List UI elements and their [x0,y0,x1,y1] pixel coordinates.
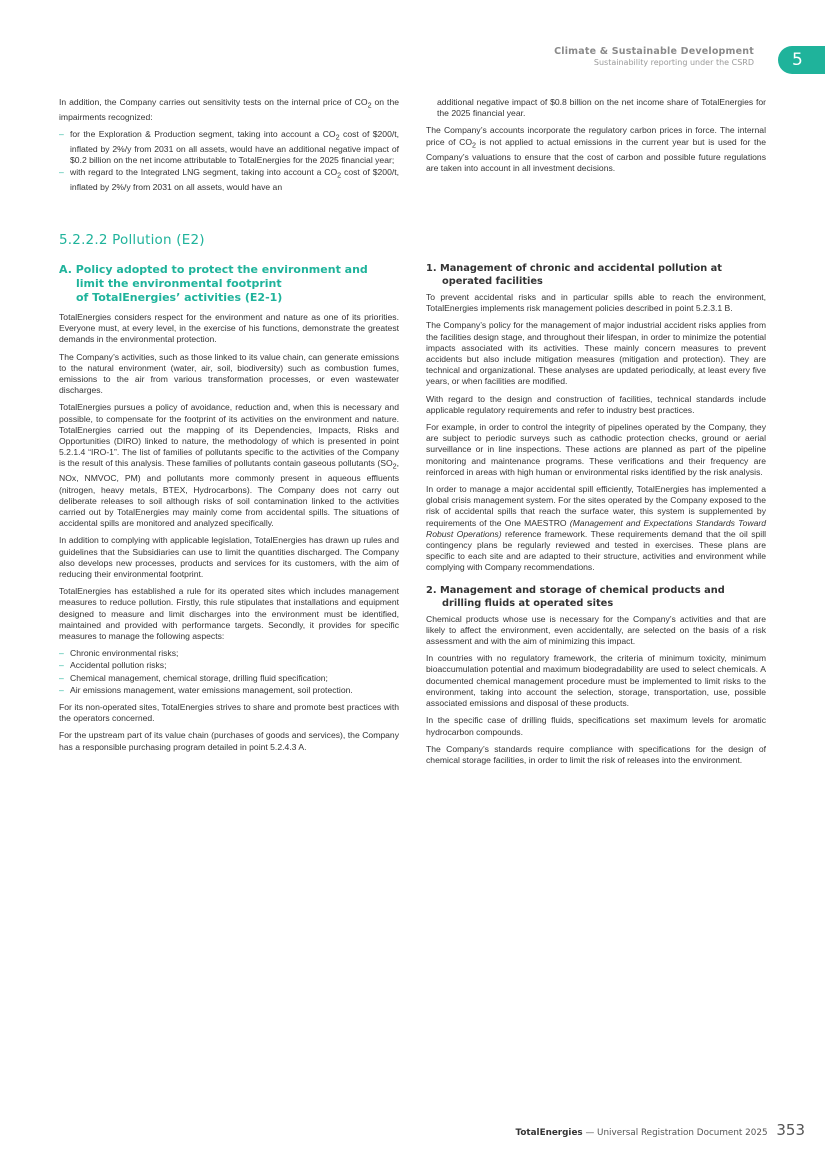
left-column [59,263,399,759]
list-item: – for the Exploration & Production segment, taking into account a $CO_2$ cost of $200/t, inflated by 2%/y from 2031 on all assets, would have an additional negative impact of $0.2 billion on the net income attributable to TotalEnergies for the 2025 financial year; [59,129,399,166]
page-header [554,46,754,67]
chapter-number-tab: 5 [778,46,825,74]
paragraph: With regard to the design and construction of facilities, technical standards include applicable regulatory requirements and refer to industry best practices. [426,393,766,415]
paragraph: In order to manage a major accidental spill efficiently, TotalEnergies has implemented a global crisis management system. For the sites operated by the Company exposed to the risk of accidental spills that reach the surface water, this system is supplemented by requirements of the One MAESTRO (Management and Expectations Standards Toward Robust Operations) reference framework. These requirements demand that the oil spill contingency plans be regularly reviewed and tested in exercises. These plans are specific to each site and are adapted to their structure, activities and environment while complying with Company recommendations. [426,484,767,573]
paragraph: In countries with no regulatory framework, the criteria of minimum toxicity, minimum bioaccumulation potential and maximum biodegradability are used to select chemicals. A documented chemical management procedure must be implemented to limit risks to the environment, taking into account the selection, storage, transportation, use, possible associated emissions and disposal of these products. [426,653,766,709]
paragraph: In addition to complying with applicable legislation, TotalEnergies has drawn up rules and guidelines that the Subsidiaries can use to limit the quantities discharged. The Company also develops new processes, products and services for its customers, with the aim of reducing their environmental footprint. [59,535,399,579]
list-item: – Air emissions management, water emissions management, soil protection. [59,685,399,696]
paragraph: For its non-operated sites, TotalEnergies strives to share and promote best practices with the operators concerned. [59,702,399,724]
paragraph: TotalEnergies considers respect for the environment and nature as one of its priorities. Everyone must, at every level, in the exercise of his functions, demonstrate the greatest demands in the environmental protection. [59,312,399,345]
paragraph: The Company’s activities, such as those linked to its value chain, can generate emissions to the natural environment (water, air, soil, biodiversity) such as combustion fumes, emissions to the air from various transformation processes, or even wastewater discharges. [59,351,399,396]
paragraph: For example, in order to control the integrity of pipelines operated by the Company, they are subject to periodic surveys such as cathodic protection checks, ground or aerial surveillance or in line inspections. These actions are planned as part of the pipeline monitoring and maintenance programs. These verifications and their frequency are reinforced in areas with high human or environmental risks identified by the risk analysis. [426,422,766,477]
section-title: 5.2.2.2 Pollution (E2) [59,232,205,248]
list-item-continuation: additional negative impact of $0.8 billion on the net income share of TotalEnergies for the 2025 financial year. [437,97,766,119]
chapter-title: Climate & Sustainable Development [554,46,754,57]
paragraph: Chemical products whose use is necessary for the Company’s activities and that are likely to affect the environment, even accidentally, are selected on the basis of a risk assessment and with the aim of minimizing this impact. [426,613,766,647]
right-column [426,262,766,772]
top-left-column [59,97,399,195]
chapter-subtitle: Sustainability reporting under the CSRD [593,58,754,67]
list-item: – Chemical management, chemical storage, drilling fluid specification; [59,673,399,684]
footer-brand: TotalEnergies [515,1128,583,1138]
page-footer [516,1121,805,1139]
top-right-column [426,97,766,180]
paragraph: The Company’s standards require compliance with specifications for the design of chemical storage facilities, in order to limit the risk of releases into the environment. [426,743,766,765]
list-item: – with regard to the Integrated LNG segment, taking into account a $CO_2$ cost of $200/t, inflated by 2%/y from 2031 on all assets, would have an [59,167,399,193]
paragraph: For the upstream part of its value chain (purchases of goods and services), the Company has a responsible purchasing program detailed in point 5.2.4.3 A. [59,730,399,752]
subsection-heading-a: A. Policy adopted to protect the environment and limit the environmental footprint of TotalEnergies’ activities (E2-1) [59,263,368,304]
intro-paragraph: In addition, the Company carries out sensitivity tests on the internal price of $CO_2$ on the impairments recognized: [59,97,400,122]
subsection-heading-2: 2. Management and storage of chemical products and drilling fluids at operated sites [426,584,725,609]
list-item: – Chronic environmental risks; [59,648,399,659]
paragraph: In the specific case of drilling fluids, specifications set maximum levels for aromatic hydrocarbon compounds. [426,715,766,737]
carbon-price-paragraph: The Company’s accounts incorporate the regulatory carbon prices in force. The internal price of $CO_2$ is not applied to actual emissions in the current year but is used for the Company’s valuations to ensure that the cost of carbon and possible future regulations are taken into account in all investment decisions. [426,125,766,173]
paragraph: The Company’s policy for the management of major industrial accident risks applies from the facilities design stage, and throughout their lifespan, in order to minimize the potential impacts associated with its activities. These mainly concern measures to prevent accidents but also include mitigation measures (mitigation and protection). They are technical and organizational. These analyses are updated periodically, at least every five years, or when facilities are modified. [426,320,766,387]
list-item: – Accidental pollution risks; [59,660,399,671]
page-number: 353 [776,1121,805,1139]
subsection-heading-1: 1. Management of chronic and accidental pollution at operated facilities [426,263,722,287]
paragraph: To prevent accidental risks and in particular spills able to reach the environment, TotalEnergies implements risk management policies described in point 5.2.3.1 B. [426,292,766,314]
footer-document: — Universal Registration Document 2025 [585,1128,768,1138]
paragraph: TotalEnergies pursues a policy of avoidance, reduction and, when this is necessary and possible, to compensate for the footprint of its activities on the environment and nature. TotalEnergies carried out the mapping of its Dependencies, Impacts, Risks and Opportunities (DIRO) linked to nature, the methodology of which is presented in point 5.2.1.4 “IRO-1”. The list of families of pollutants specific to the activities of the Company is the result of this analysis. These families of pollutants contain gaseous pollutants ($SO_2$, NOx, NMVOC, PM) and pollutants more commonly present in aqueous effluents (nitrogen, heavy metals, BTEX, Hydrocarbons). The Company does not carry out deliberate releases to soil although risks of soil contamination linked to the activities carried out by TotalEnergies may mainly come from accidental spills. The situations of accidental spills are monitored and analyzed specifically. [59,402,399,529]
paragraph: TotalEnergies has established a rule for its operated sites which includes management measures to reduce pollution. Firstly, this rule stipulates that installations and equipment designed to measure and limit discharges into the environment must be identified, maintained and provided with performance targets. Secondly, it provides for specific measures to manage the following aspects: [59,586,399,641]
